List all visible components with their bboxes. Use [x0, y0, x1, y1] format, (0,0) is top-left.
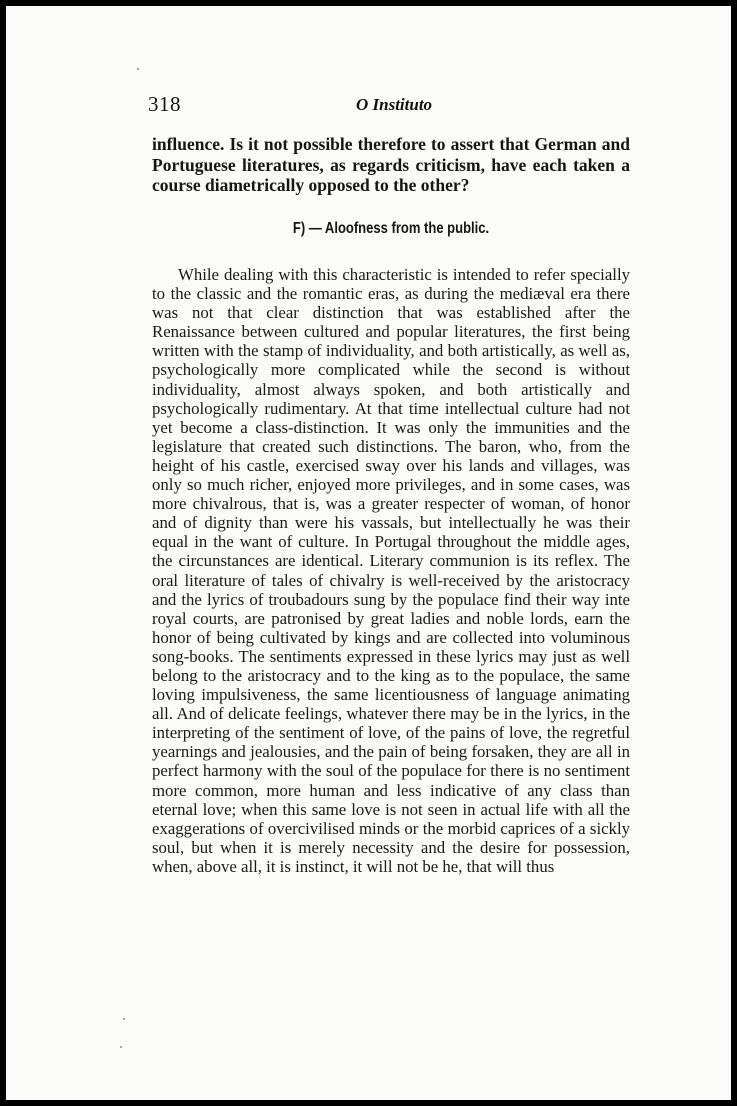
running-title: O Instituto — [356, 95, 433, 114]
section-heading: F) — Aloofness from the public. — [292, 220, 490, 237]
paper-speck — [137, 68, 139, 70]
book-page — [6, 6, 731, 1100]
body-text — [152, 265, 630, 876]
body-paragraph: While dealing with this characteristic is intended to refer specially to the classic and the romantic eras, as during the mediæval era there was not that clear distinction that was established after the Renaissance between cultured and popular literatures, the first being written with the stamp of individuality, and both artistically, as well as, psychologically more complicated while the second is without individuality, almost always spoken, and both artistically and psychologically rudimentary. At that time intellectual culture had not yet become a class-distinction. It was only the immunities and the legislature that created such distinctions. The baron, who, from the height of his castle, exercised sway over his lands and villages, was only so much richer, enjoyed more privileges, and in some cases, was more chivalrous, that is, was a greater respecter of woman, of honor and of dignity than were his vassals, but intellectually he was their equal in the want of culture. In Portugal throughout the middle ages, the circunstances are identical. Literary communion is its reflex. The oral literature of tales of chivalry is well-received by the aristocracy and the lyrics of troubadours sung by the populace find their way inte royal courts, are patronised by great ladies and noble lords, earn the honor of being cultivated by kings and are collected into voluminous song-books. The sentiments expressed in these lyrics may just as well belong to the aristocracy and to the king as to the populace, the same loving impulsiveness, the same licentiousness of language animating all. And of delicate feelings, whatever there may be in the lyrics, in the interpreting of the sentiment of love, of the pains of love, the regretful yearnings and jealousies, and the pain of being forsaken, they are all in perfect harmony with the soul of the populace for there is no sentiment more common, more human and less indicative of any class than eternal love; when this same love is not seen in actual life with all the exaggerations of overcivilised minds or the morbid caprices of a sickly soul, but when it is merely necessity and the desire for possession, when, above all, it is instinct, it will not be he, that will thus — [152, 265, 630, 876]
paper-speck — [120, 1046, 122, 1048]
page-number: 318 — [148, 92, 181, 116]
paper-speck — [123, 1018, 125, 1020]
page-header — [148, 92, 630, 118]
lead-paragraph: influence. Is it not possible therefore to assert that German and Portuguese literatures, as regards criticism, have each taken a course diametrically opposed to the other? — [152, 134, 630, 195]
